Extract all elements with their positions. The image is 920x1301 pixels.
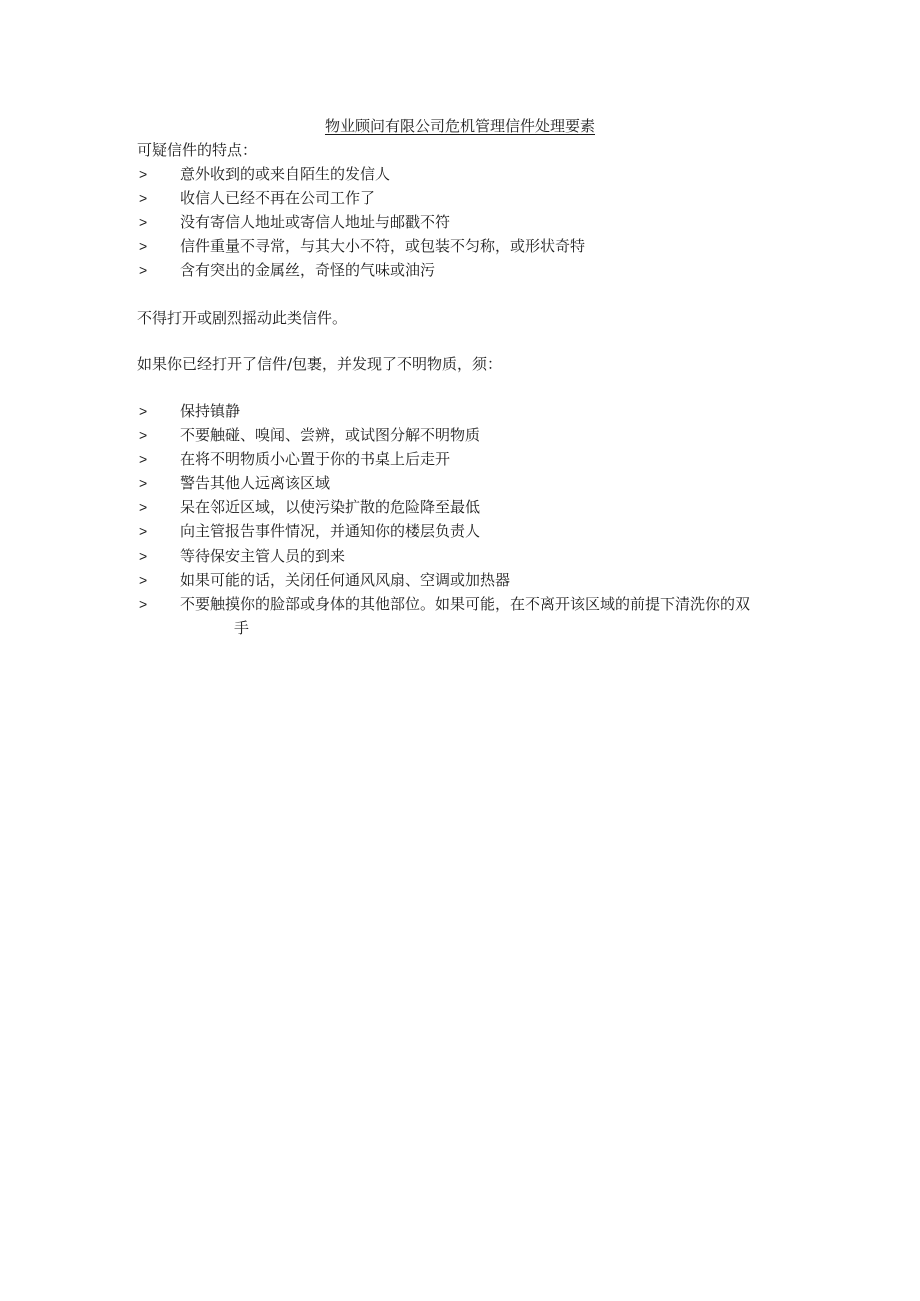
bullet-marker: > (139, 427, 148, 444)
bullet-marker: > (139, 403, 148, 419)
bullet-marker: > (139, 214, 148, 231)
list-item-text: 保持镇静 (180, 402, 241, 420)
section-heading-suspicious: 可疑信件的特点： (137, 141, 258, 159)
document-title: 物业顾问有限公司危机管理信件处理要素 (324, 117, 595, 135)
list-item-text: 在将不明物质小心置于你的书桌上后走开 (180, 450, 451, 469)
bullet-marker: > (139, 499, 148, 516)
bullet-marker: > (139, 190, 148, 207)
bullet-marker: > (139, 523, 148, 540)
list-item-text: 不要触摸你的脸部或身体的其他部位。如果可能，在不离开该区域的前提下清洗你的双 (180, 594, 751, 613)
list-item-text: 收信人已经不再在公司工作了 (180, 189, 376, 208)
list-item-text: 没有寄信人地址或寄信人地址与邮戳不符 (180, 213, 451, 232)
list-item-continuation: 手 (234, 618, 250, 637)
list-item-text: 如果可能的话，关闭任何通风风扇、空调或加热器 (180, 570, 511, 589)
warning-text: 不得打开或剧烈摇动此类信件。 (137, 309, 348, 327)
bullet-marker: > (139, 262, 148, 279)
bullet-marker: > (139, 475, 148, 492)
list-item-text: 警告其他人远离该区域 (180, 474, 331, 493)
bullet-marker: > (139, 238, 148, 255)
list-item-text: 信件重量不寻常，与其大小不符，或包装不匀称，或形状奇特 (180, 237, 586, 256)
bullet-marker: > (139, 166, 148, 182)
bullet-marker: > (139, 451, 148, 468)
list-item-text: 含有突出的金属丝，奇怪的气味或油污 (180, 261, 436, 280)
list-item-text: 呆在邻近区域，以使污染扩散的危险降至最低 (180, 498, 481, 517)
bullet-marker: > (139, 595, 148, 612)
bullet-marker: > (139, 571, 148, 588)
bullet-marker: > (139, 547, 148, 564)
section-heading-actions: 如果你已经打开了信件/包裹，并发现了不明物质，须： (137, 355, 503, 373)
list-item-text: 等待保安主管人员的到来 (180, 546, 346, 565)
list-item-text: 向主管报告事件情况，并通知你的楼层负责人 (180, 522, 481, 541)
list-item-text: 意外收到的或来自陌生的发信人 (180, 165, 391, 183)
list-item-text: 不要触碰、嗅闻、尝辨，或试图分解不明物质 (180, 426, 481, 445)
